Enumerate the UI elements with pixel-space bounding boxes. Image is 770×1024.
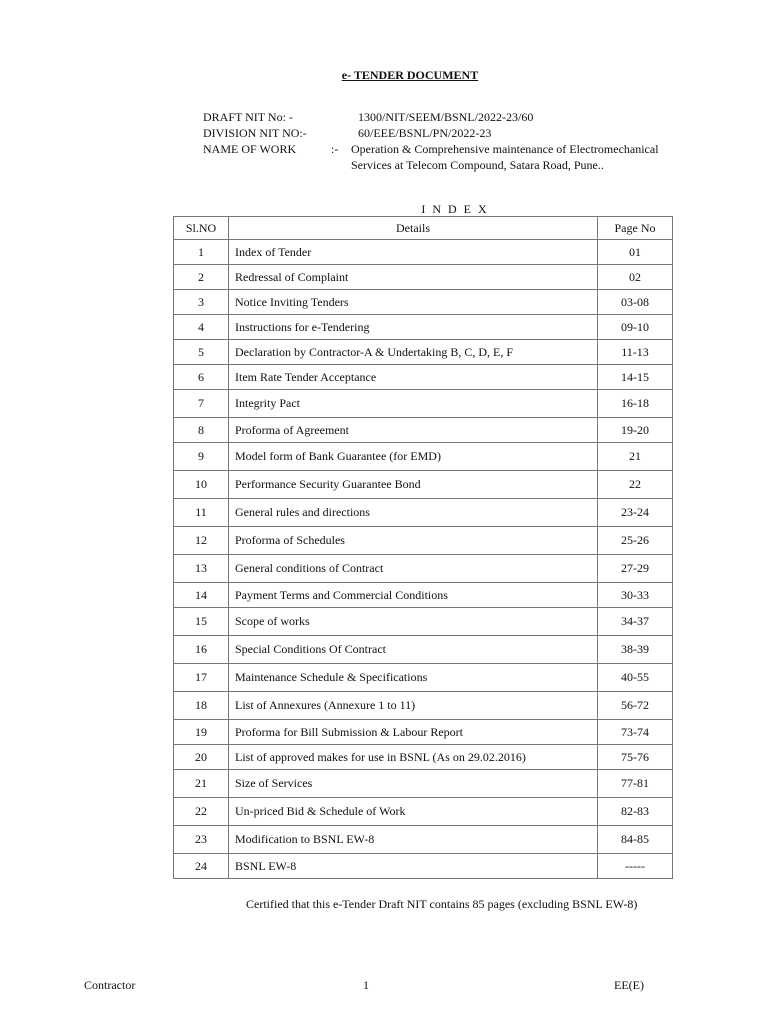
draft-nit-value: 1300/NIT/SEEM/BSNL/2022-23/60: [358, 110, 534, 124]
index-heading: I N D E X: [421, 202, 489, 216]
index-row-number: 20: [174, 745, 229, 770]
index-row: [174, 555, 673, 583]
division-nit-label: DIVISION NIT NO:-: [203, 126, 307, 140]
index-row-number: 4: [174, 315, 229, 340]
index-row: [174, 527, 673, 555]
index-row: [174, 608, 673, 636]
draft-nit-label: DRAFT NIT No: -: [203, 110, 293, 124]
index-row-details: Proforma of Agreement: [229, 418, 598, 443]
index-row-number: 7: [174, 390, 229, 418]
index-row-number: 12: [174, 527, 229, 555]
index-row-number: 11: [174, 499, 229, 527]
index-row-details: Special Conditions Of Contract: [229, 636, 598, 664]
index-row: [174, 265, 673, 290]
index-row-details: Payment Terms and Commercial Conditions: [229, 583, 598, 608]
index-row-page: 73-74: [598, 720, 673, 745]
index-row-number: 24: [174, 854, 229, 879]
index-row-number: 21: [174, 770, 229, 798]
index-row-details: BSNL EW-8: [229, 854, 598, 879]
index-row-details: Declaration by Contractor-A & Undertaking B, C, D, E, F: [229, 340, 598, 365]
index-table: [173, 216, 673, 879]
index-row-page: 38-39: [598, 636, 673, 664]
index-row-number: 23: [174, 826, 229, 854]
document-title: e- TENDER DOCUMENT: [341, 68, 479, 82]
index-row-number: 10: [174, 471, 229, 499]
index-header-row: [174, 217, 673, 240]
index-row-details: List of approved makes for use in BSNL (As on 29.02.2016): [229, 745, 598, 770]
index-row-details: Model form of Bank Guarantee (for EMD): [229, 443, 598, 471]
index-row: [174, 240, 673, 265]
index-row: [174, 340, 673, 365]
index-row-page: 02: [598, 265, 673, 290]
header-sl-no: Sl.NO: [174, 217, 229, 240]
index-row-number: 2: [174, 265, 229, 290]
index-row-details: Index of Tender: [229, 240, 598, 265]
index-row-details: Scope of works: [229, 608, 598, 636]
index-row: [174, 770, 673, 798]
index-row-number: 5: [174, 340, 229, 365]
index-row: [174, 315, 673, 340]
index-row-number: 15: [174, 608, 229, 636]
certification-note: Certified that this e-Tender Draft NIT contains 85 pages (excluding BSNL EW-8): [246, 897, 638, 911]
index-row: [174, 745, 673, 770]
index-row-number: 14: [174, 583, 229, 608]
index-row-details: General rules and directions: [229, 499, 598, 527]
index-row: [174, 854, 673, 879]
index-row-details: Modification to BSNL EW-8: [229, 826, 598, 854]
name-of-work-label: NAME OF WORK: [203, 142, 297, 156]
index-row-number: 16: [174, 636, 229, 664]
index-row-number: 17: [174, 664, 229, 692]
index-row: [174, 583, 673, 608]
index-row-page: -----: [598, 854, 673, 879]
index-row-number: 3: [174, 290, 229, 315]
index-row-page: 27-29: [598, 555, 673, 583]
index-row-number: 9: [174, 443, 229, 471]
index-row-details: Notice Inviting Tenders: [229, 290, 598, 315]
index-row-page: 23-24: [598, 499, 673, 527]
index-row-details: Proforma of Schedules: [229, 527, 598, 555]
index-row: [174, 692, 673, 720]
index-row: [174, 365, 673, 390]
index-row: [174, 664, 673, 692]
index-row: [174, 471, 673, 499]
index-row-page: 56-72: [598, 692, 673, 720]
index-row-details: Un-priced Bid & Schedule of Work: [229, 798, 598, 826]
index-row-details: Proforma for Bill Submission & Labour Report: [229, 720, 598, 745]
index-row-page: 40-55: [598, 664, 673, 692]
index-row-page: 16-18: [598, 390, 673, 418]
index-row: [174, 443, 673, 471]
index-row: [174, 826, 673, 854]
index-row-page: 82-83: [598, 798, 673, 826]
index-row-page: 77-81: [598, 770, 673, 798]
index-row-number: 19: [174, 720, 229, 745]
index-row-details: Performance Security Guarantee Bond: [229, 471, 598, 499]
index-row: [174, 290, 673, 315]
index-row: [174, 798, 673, 826]
index-row-page: 19-20: [598, 418, 673, 443]
index-row-details: Integrity Pact: [229, 390, 598, 418]
index-row: [174, 390, 673, 418]
index-row-number: 1: [174, 240, 229, 265]
index-row: [174, 636, 673, 664]
footer-page-number: 1: [363, 978, 369, 992]
index-row-details: General conditions of Contract: [229, 555, 598, 583]
index-row-details: Instructions for e-Tendering: [229, 315, 598, 340]
index-row-page: 01: [598, 240, 673, 265]
header-details: Details: [229, 217, 598, 240]
index-row: [174, 499, 673, 527]
index-row-page: 14-15: [598, 365, 673, 390]
index-row-page: 25-26: [598, 527, 673, 555]
index-row-page: 22: [598, 471, 673, 499]
index-row-page: 09-10: [598, 315, 673, 340]
name-of-work-line-2: Services at Telecom Compound, Satara Road, Pune..: [351, 158, 604, 172]
header-page-no: Page No: [598, 217, 673, 240]
index-row-number: 18: [174, 692, 229, 720]
division-nit-value: 60/EEE/BSNL/PN/2022-23: [358, 126, 492, 140]
index-row-details: Maintenance Schedule & Specifications: [229, 664, 598, 692]
name-of-work-line-1: Operation & Comprehensive maintenance of Electromechanical: [351, 142, 659, 156]
index-row-page: 75-76: [598, 745, 673, 770]
index-row-page: 30-33: [598, 583, 673, 608]
index-row-number: 8: [174, 418, 229, 443]
index-row-page: 84-85: [598, 826, 673, 854]
footer-contractor: Contractor: [84, 978, 136, 992]
index-row-details: Item Rate Tender Acceptance: [229, 365, 598, 390]
index-row-page: 11-13: [598, 340, 673, 365]
footer-signatory: EE(E): [614, 978, 644, 992]
index-row-number: 22: [174, 798, 229, 826]
index-row-number: 6: [174, 365, 229, 390]
index-row-page: 34-37: [598, 608, 673, 636]
index-row-number: 13: [174, 555, 229, 583]
index-row: [174, 418, 673, 443]
name-of-work-separator: :-: [331, 142, 339, 156]
index-row-page: 03-08: [598, 290, 673, 315]
index-row-details: Size of Services: [229, 770, 598, 798]
index-row-details: List of Annexures (Annexure 1 to 11): [229, 692, 598, 720]
index-row: [174, 720, 673, 745]
index-row-page: 21: [598, 443, 673, 471]
index-row-details: Redressal of Complaint: [229, 265, 598, 290]
index-table-body: [174, 240, 673, 879]
